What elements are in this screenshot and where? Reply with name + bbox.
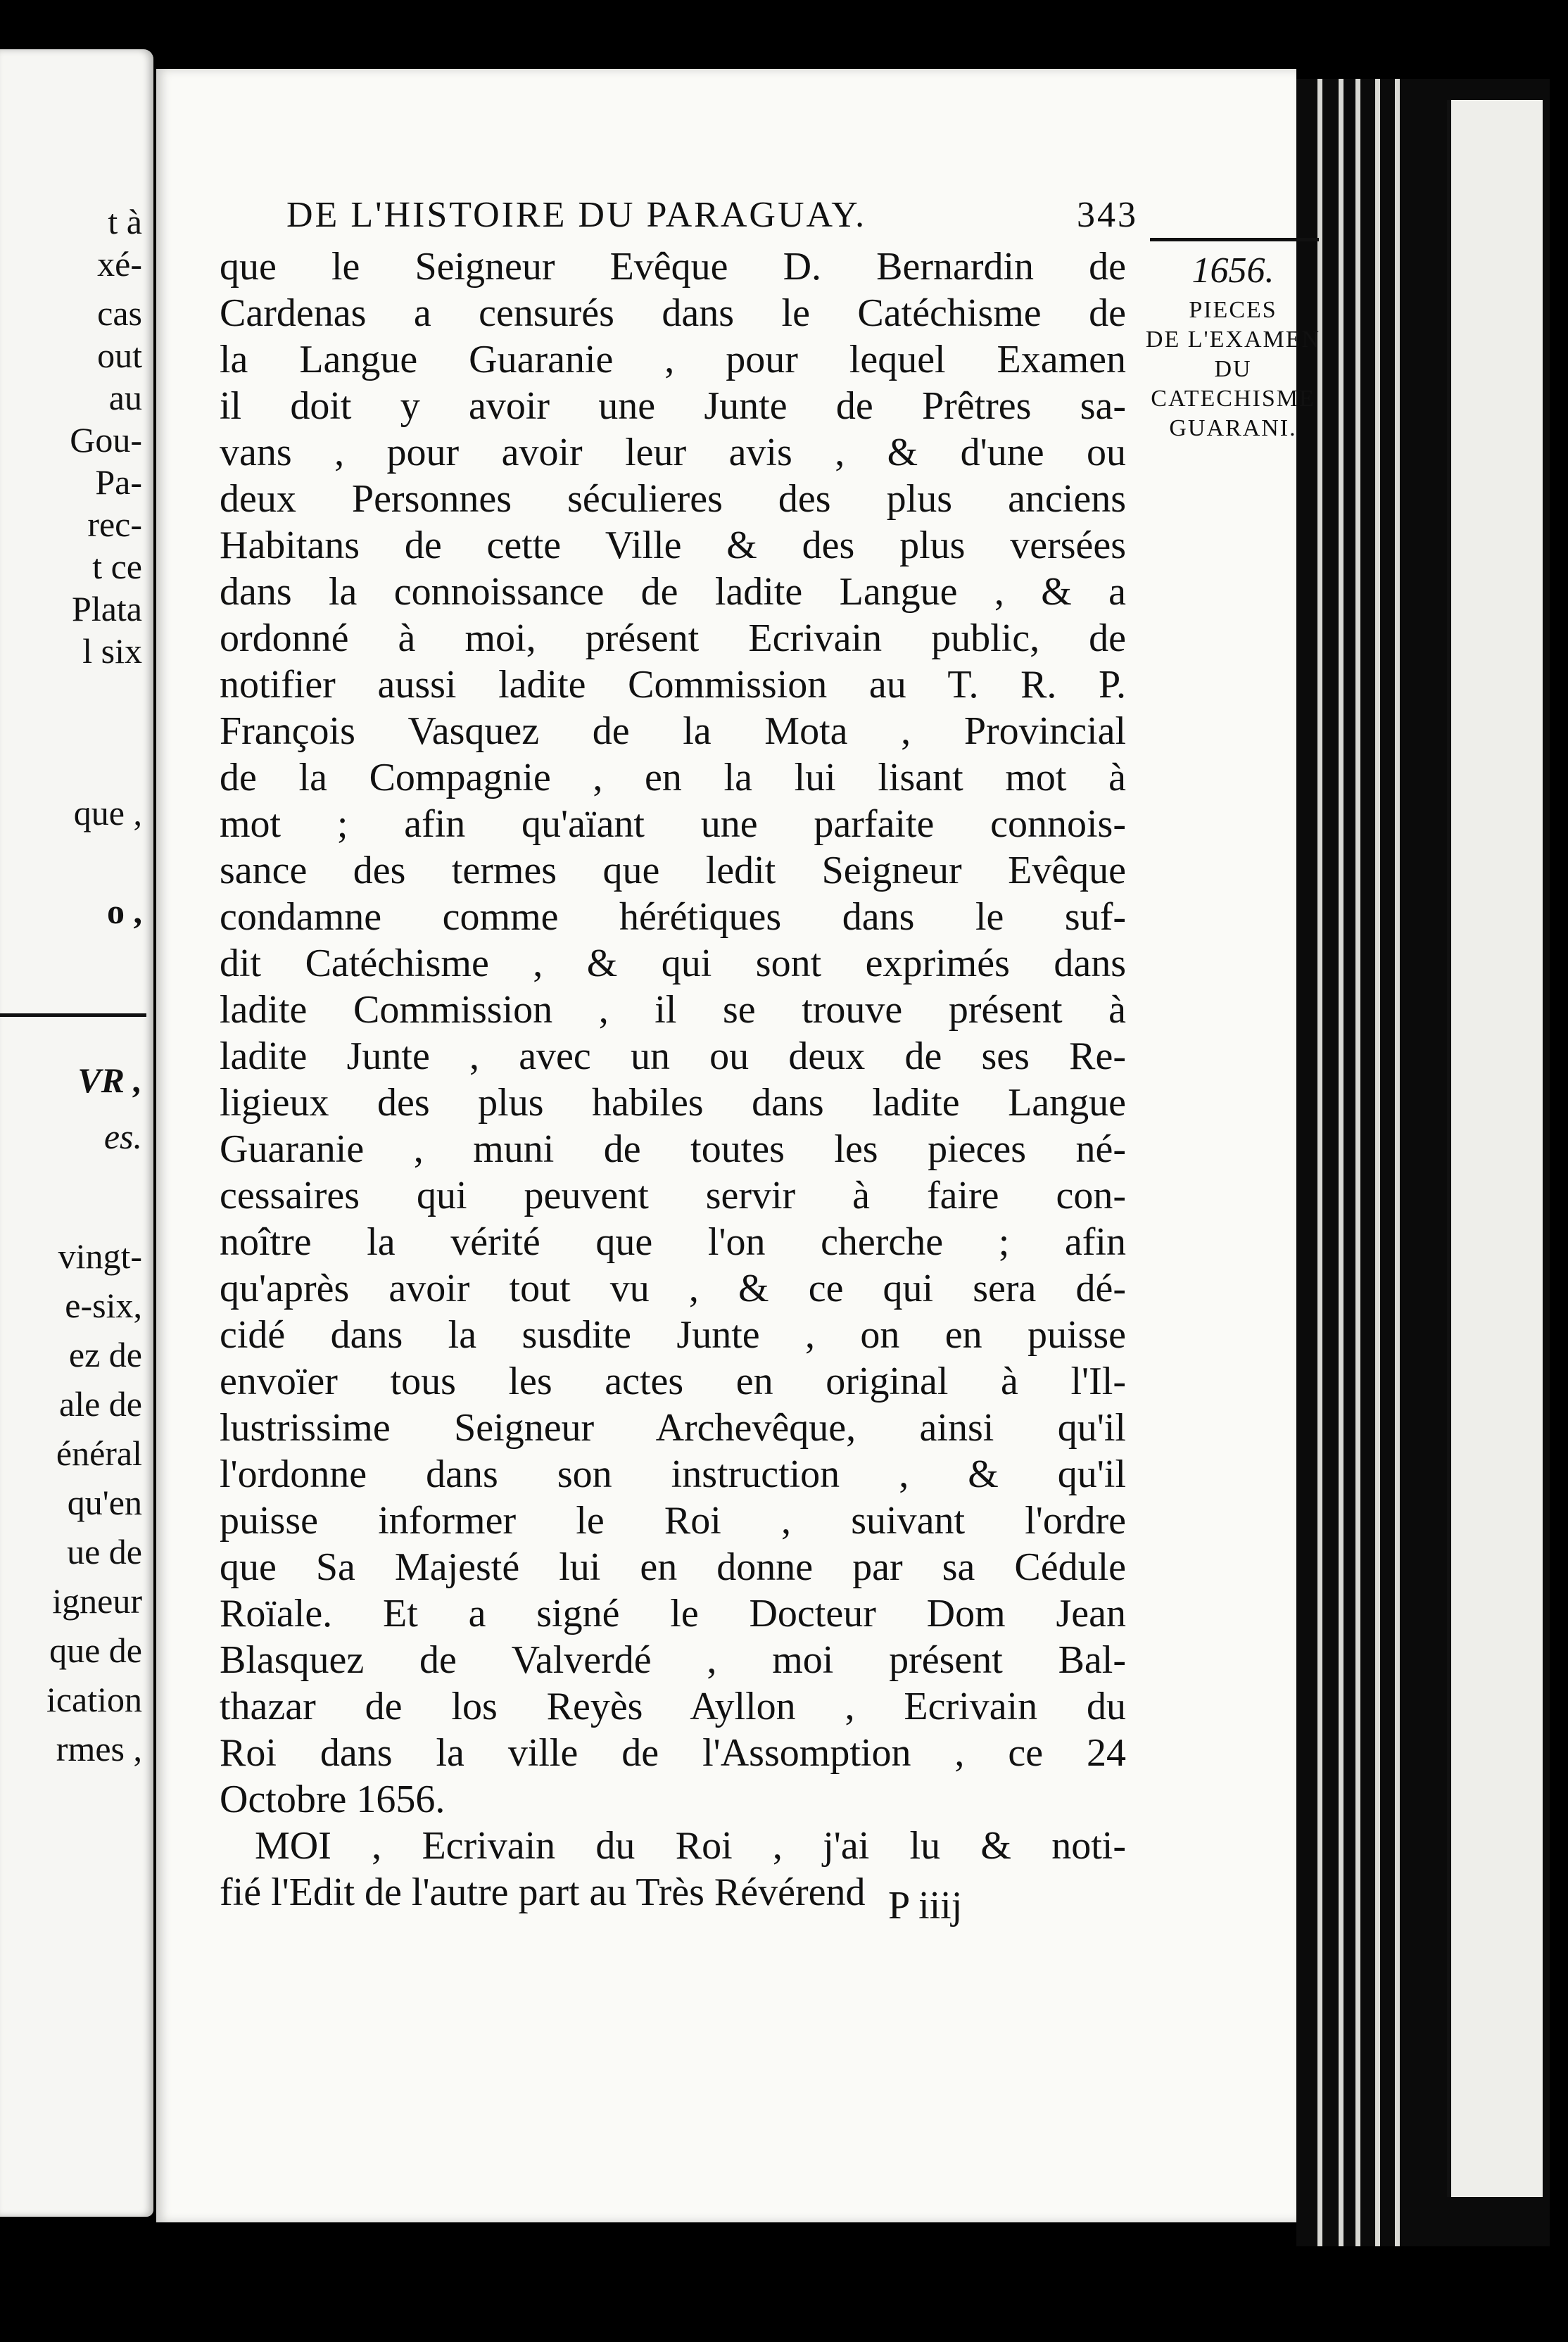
text-line: Cardenas a censurés dans le Catéchisme de	[220, 291, 1126, 335]
left-page-text: Pa-	[95, 462, 142, 502]
left-page-text: t ce	[92, 547, 142, 586]
text-line: qu'après avoir tout vu , & ce qui sera dé-	[220, 1267, 1126, 1310]
text-line: de la Compagnie , en la lui lisant mot à	[220, 756, 1126, 799]
left-page-text: rec-	[87, 505, 142, 544]
text-line: puisse informer le Roi , suivant l'ordre	[220, 1499, 1126, 1543]
left-page-text: out	[97, 336, 142, 375]
margin-note: DU	[1214, 356, 1252, 382]
left-page-text: énéral	[56, 1433, 142, 1473]
text-line: thazar de los Reyès Ayllon , Ecrivain du	[220, 1685, 1126, 1728]
margin-note: PIECES	[1189, 297, 1277, 323]
text-line: cessaires qui peuvent servir à faire con-	[220, 1174, 1126, 1217]
text-line: dans la connoissance de ladite Langue , & a	[220, 570, 1126, 614]
left-page-text: Gou-	[70, 420, 142, 460]
margin-note: GUARANI.	[1169, 415, 1297, 441]
text-line: Guaranie , muni de toutes les pieces né-	[220, 1127, 1126, 1171]
main-page	[156, 69, 1321, 2222]
left-page-text: ication	[46, 1680, 142, 1719]
text-line: Roi dans la ville de l'Assomption , ce 24	[220, 1731, 1126, 1775]
text-line: dit Catéchisme , & qui sont exprimés dans	[220, 942, 1126, 985]
text-line: ligieux des plus habiles dans ladite Langue	[220, 1081, 1126, 1125]
margin-note: DE L'EXAMEN	[1145, 327, 1321, 353]
left-page-text: qu'en	[67, 1483, 142, 1522]
text-line: deux Personnes séculieres des plus anciens	[220, 477, 1126, 521]
left-page-text: igneur	[52, 1581, 142, 1621]
text-line: noître la vérité que l'on cherche ; afin	[220, 1220, 1126, 1264]
text-line: ordonné à moi, présent Ecrivain public, de	[220, 616, 1126, 660]
left-page-text: VR ,	[77, 1061, 142, 1100]
signature-mark: P iiij	[888, 1884, 963, 1928]
left-page-text: Plata	[72, 589, 142, 628]
left-page-text: xé-	[97, 244, 142, 284]
page-number: 343	[1077, 195, 1138, 235]
text-line: envoïer tous les actes en original à l'Il-	[220, 1360, 1126, 1403]
left-page-text: que ,	[73, 793, 142, 833]
text-line: MOI , Ecrivain du Roi , j'ai lu & noti-	[255, 1824, 1126, 1868]
margin-notes	[1142, 243, 1324, 443]
text-line: fié l'Edit de l'autre part au Très Révérend	[220, 1871, 866, 1914]
left-page-text: ale de	[59, 1384, 142, 1424]
left-page-rule	[0, 1013, 146, 1017]
text-line: ladite Commission , il se trouve présent à	[220, 988, 1126, 1032]
text-line: l'ordonne dans son instruction , & qu'il	[220, 1452, 1126, 1496]
margin-year: 1656.	[1191, 251, 1275, 291]
text-line: que Sa Majesté lui en donne par sa Cédule	[220, 1545, 1126, 1589]
text-line: Roïale. Et a signé le Docteur Dom Jean	[220, 1592, 1126, 1635]
left-page-text: au	[108, 378, 142, 417]
margin-note: CATECHISME	[1151, 386, 1315, 412]
book-page-edges	[1296, 79, 1550, 2246]
text-line: mot ; afin qu'aïant une parfaite connois-	[220, 802, 1126, 846]
left-page-text: l six	[82, 631, 142, 671]
left-page-fragment	[0, 49, 153, 2217]
text-line: lustrissime Seigneur Archevêque, ainsi qu'il	[220, 1406, 1126, 1450]
left-page-text: o ,	[107, 892, 142, 931]
text-line: cidé dans la susdite Junte , on en puisse	[220, 1313, 1126, 1357]
text-line: ladite Junte , avec un ou deux de ses Re-	[220, 1034, 1126, 1078]
left-page-text: rmes ,	[56, 1729, 142, 1768]
text-line: notifier aussi ladite Commission au T. R. P.	[220, 663, 1126, 707]
left-page-text: vingt-	[58, 1236, 142, 1276]
left-page-text: cas	[97, 293, 142, 333]
text-line: François Vasquez de la Mota , Provincial	[220, 709, 1126, 753]
left-page-text: que de	[49, 1631, 142, 1670]
body-text	[220, 243, 1126, 1916]
left-page-text: t à	[108, 202, 142, 241]
left-page-text: ue de	[67, 1532, 142, 1571]
left-page-text: ez de	[68, 1335, 142, 1374]
page-header	[286, 194, 1138, 236]
left-page-text: es.	[103, 1117, 142, 1156]
text-line: vans , pour avoir leur avis , & d'une ou	[220, 431, 1126, 474]
text-line: Habitans de cette Ville & des plus versées	[220, 524, 1126, 567]
text-line: Octobre 1656.	[220, 1778, 445, 1821]
text-line: il doit y avoir une Junte de Prêtres sa-	[220, 384, 1126, 428]
text-line: que le Seigneur Evêque D. Bernardin de	[220, 245, 1126, 289]
margin-rule	[1150, 238, 1319, 241]
text-line: Blasquez de Valverdé , moi présent Bal-	[220, 1638, 1126, 1682]
text-line: la Langue Guaranie , pour lequel Examen	[220, 338, 1126, 381]
text-line: sance des termes que ledit Seigneur Evêque	[220, 849, 1126, 892]
text-line: condamne comme hérétiques dans le suf-	[220, 895, 1126, 939]
running-head: DE L'HISTOIRE DU PARAGUAY.	[286, 195, 867, 235]
left-page-text: e-six,	[65, 1286, 142, 1325]
